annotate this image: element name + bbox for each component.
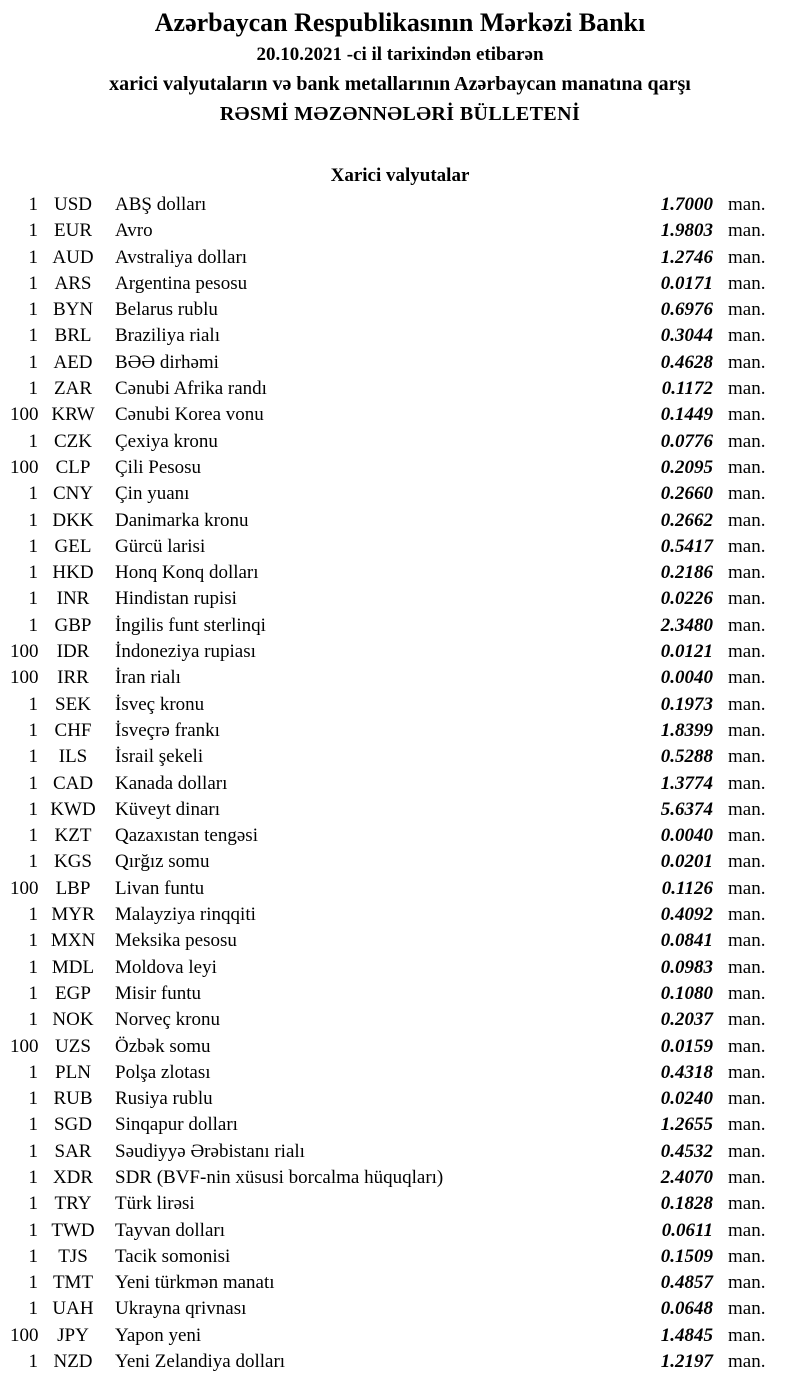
currency-rate: 0.5288 bbox=[660, 746, 713, 768]
currency-row bbox=[0, 823, 800, 849]
currency-rate: 0.1973 bbox=[660, 693, 713, 715]
currency-row bbox=[0, 1060, 800, 1086]
currency-unit-label: man. bbox=[728, 1245, 766, 1267]
currency-unit-label: man. bbox=[728, 1035, 766, 1057]
currency-quantity: 1 bbox=[28, 1351, 38, 1373]
currency-unit-label: man. bbox=[728, 904, 766, 926]
currency-unit-label: man. bbox=[728, 1114, 766, 1136]
currency-rate: 0.2660 bbox=[660, 483, 713, 505]
currency-row bbox=[0, 586, 800, 612]
currency-code: TRY bbox=[54, 1193, 92, 1215]
currency-code: KZT bbox=[54, 825, 92, 847]
currency-row bbox=[0, 271, 800, 297]
currency-rate: 0.0171 bbox=[660, 272, 713, 294]
currency-rate: 0.2186 bbox=[660, 562, 713, 584]
currency-code: KWD bbox=[50, 798, 96, 820]
currency-row bbox=[0, 744, 800, 770]
currency-rate: 0.0201 bbox=[660, 851, 713, 873]
currency-row bbox=[0, 849, 800, 875]
currency-name: Honq Konq dolları bbox=[115, 562, 259, 584]
currency-code: SAR bbox=[54, 1140, 92, 1162]
currency-unit-label: man. bbox=[728, 562, 766, 584]
currency-code: SEK bbox=[55, 693, 91, 715]
currency-rate: 0.4092 bbox=[660, 904, 713, 926]
currency-quantity: 100 bbox=[10, 1035, 39, 1057]
currency-row bbox=[0, 692, 800, 718]
currency-name: İsveçrə frankı bbox=[115, 719, 220, 741]
currency-name: Yeni Zelandiya dolları bbox=[115, 1351, 286, 1373]
currency-rate: 0.0983 bbox=[660, 956, 713, 978]
currency-rate: 0.0159 bbox=[660, 1035, 713, 1057]
currency-name: Kanada dolları bbox=[115, 772, 228, 794]
currency-rate: 0.4532 bbox=[660, 1140, 713, 1162]
currency-unit-label: man. bbox=[728, 430, 766, 452]
currency-name: Çin yuanı bbox=[115, 483, 190, 505]
currency-code: TMT bbox=[52, 1272, 94, 1294]
currency-name: Polşa zlotası bbox=[115, 1061, 211, 1083]
currency-name: İngilis funt sterlinqi bbox=[115, 614, 266, 636]
currency-name: Misir funtu bbox=[115, 982, 202, 1004]
currency-quantity: 1 bbox=[28, 1219, 38, 1241]
currency-row bbox=[0, 1191, 800, 1217]
currency-rate: 0.1172 bbox=[661, 378, 713, 400]
currency-rate: 0.1080 bbox=[660, 982, 713, 1004]
currency-row bbox=[0, 402, 800, 428]
currency-unit-label: man. bbox=[728, 299, 766, 321]
currency-unit-label: man. bbox=[728, 825, 766, 847]
currency-name: İsveç kronu bbox=[115, 693, 205, 715]
currency-unit-label: man. bbox=[728, 1219, 766, 1241]
currency-quantity: 100 bbox=[10, 456, 39, 478]
currency-quantity: 1 bbox=[28, 825, 38, 847]
currency-row bbox=[0, 218, 800, 244]
currency-name: BƏƏ dirhəmi bbox=[115, 351, 219, 373]
currency-quantity: 1 bbox=[28, 1140, 38, 1162]
currency-code: AED bbox=[53, 351, 93, 373]
currency-quantity: 1 bbox=[28, 588, 38, 610]
currency-unit-label: man. bbox=[728, 535, 766, 557]
currency-name: Küveyt dinarı bbox=[115, 798, 221, 820]
currency-code: NZD bbox=[53, 1351, 93, 1373]
currency-name: SDR (BVF-nin xüsusi borcalma hüquqları) bbox=[115, 1166, 444, 1188]
currency-unit-label: man. bbox=[728, 194, 766, 215]
currency-quantity: 1 bbox=[28, 325, 38, 347]
currency-rate: 0.0841 bbox=[660, 930, 713, 952]
currency-rate: 0.1828 bbox=[660, 1193, 713, 1215]
currency-unit-label: man. bbox=[728, 1009, 766, 1031]
currency-name: Belarus rublu bbox=[115, 299, 218, 321]
currency-name: İndoneziya rupiası bbox=[115, 641, 256, 663]
currency-row bbox=[0, 508, 800, 534]
currency-rate: 5.6374 bbox=[660, 798, 713, 820]
currency-rate: 1.2746 bbox=[660, 246, 713, 268]
currency-unit-label: man. bbox=[728, 220, 766, 242]
currency-quantity: 1 bbox=[28, 904, 38, 926]
currency-rate: 1.7000 bbox=[660, 194, 713, 215]
currency-row bbox=[0, 376, 800, 402]
currency-code: USD bbox=[53, 194, 92, 215]
currency-quantity: 1 bbox=[28, 1088, 38, 1110]
currency-code: IRR bbox=[57, 667, 89, 689]
currency-code: GBP bbox=[54, 614, 92, 636]
currency-unit-label: man. bbox=[728, 1272, 766, 1294]
currency-name: Özbək somu bbox=[115, 1035, 211, 1057]
currency-code: CLP bbox=[55, 456, 91, 478]
currency-unit-label: man. bbox=[728, 1140, 766, 1162]
currency-code: PLN bbox=[55, 1061, 91, 1083]
currency-name: Meksika pesosu bbox=[115, 930, 237, 952]
currency-row bbox=[0, 613, 800, 639]
currency-unit-label: man. bbox=[728, 404, 766, 426]
currency-unit-label: man. bbox=[728, 588, 766, 610]
currency-rate: 0.0648 bbox=[660, 1298, 713, 1320]
currency-rates-table bbox=[0, 192, 800, 1375]
currency-name: Norveç kronu bbox=[115, 1009, 220, 1031]
currency-rate: 2.4070 bbox=[660, 1166, 713, 1188]
currency-rate: 0.0776 bbox=[660, 430, 713, 452]
currency-row bbox=[0, 1270, 800, 1296]
currency-code: MDL bbox=[51, 956, 95, 978]
currency-quantity: 1 bbox=[28, 1245, 38, 1267]
currency-row bbox=[0, 1296, 800, 1322]
currency-quantity: 100 bbox=[10, 877, 39, 899]
bulletin-title: RƏSMİ MƏZƏNNƏLƏRİ BÜLLETENİ bbox=[219, 103, 581, 125]
currency-row bbox=[0, 1007, 800, 1033]
currency-quantity: 1 bbox=[28, 798, 38, 820]
currency-unit-label: man. bbox=[728, 667, 766, 689]
currency-name: Argentina pesosu bbox=[115, 272, 248, 294]
currency-unit-label: man. bbox=[728, 1166, 766, 1188]
currency-name: Ukrayna qrivnası bbox=[115, 1298, 247, 1320]
currency-quantity: 1 bbox=[28, 1272, 38, 1294]
currency-row bbox=[0, 1323, 800, 1349]
currency-code: UAH bbox=[52, 1298, 94, 1320]
currency-row bbox=[0, 297, 800, 323]
currency-row bbox=[0, 455, 800, 481]
currency-unit-label: man. bbox=[728, 325, 766, 347]
currency-code: CAD bbox=[52, 772, 94, 794]
currency-name: Tayvan dolları bbox=[115, 1219, 225, 1241]
currency-name: Yeni türkmən manatı bbox=[115, 1272, 275, 1294]
currency-code: KGS bbox=[53, 851, 92, 873]
currency-name: Sinqapur dolları bbox=[115, 1114, 238, 1136]
currency-unit-label: man. bbox=[728, 719, 766, 741]
document-header bbox=[0, 6, 800, 129]
currency-rate: 0.2662 bbox=[660, 509, 713, 531]
currency-quantity: 1 bbox=[28, 851, 38, 873]
currency-name: Danimarka kronu bbox=[115, 509, 249, 531]
currency-code: XDR bbox=[52, 1166, 94, 1188]
currency-quantity: 1 bbox=[28, 299, 38, 321]
currency-rate: 0.0611 bbox=[661, 1219, 713, 1241]
currency-name: Cənubi Afrika randı bbox=[115, 378, 267, 400]
currency-code: HKD bbox=[52, 562, 94, 584]
currency-code: GEL bbox=[54, 535, 92, 557]
currency-code: SGD bbox=[53, 1114, 92, 1136]
currency-quantity: 1 bbox=[28, 746, 38, 768]
currency-unit-label: man. bbox=[728, 877, 766, 899]
currency-code: LBP bbox=[55, 877, 91, 899]
currency-rate: 0.0121 bbox=[660, 641, 713, 663]
currency-row bbox=[0, 928, 800, 954]
currency-quantity: 1 bbox=[28, 1114, 38, 1136]
currency-row bbox=[0, 429, 800, 455]
currency-rate: 1.2197 bbox=[660, 1351, 713, 1373]
currency-code: ZAR bbox=[54, 378, 92, 400]
currency-quantity: 1 bbox=[28, 1298, 38, 1320]
currency-row bbox=[0, 1086, 800, 1112]
currency-rate: 0.3044 bbox=[660, 325, 713, 347]
currency-quantity: 1 bbox=[28, 220, 38, 242]
currency-code: MYR bbox=[51, 904, 95, 926]
currency-rate: 0.0226 bbox=[660, 588, 713, 610]
currency-unit-label: man. bbox=[728, 483, 766, 505]
currency-code: UZS bbox=[55, 1035, 91, 1057]
currency-code: BRL bbox=[54, 325, 92, 347]
currency-rate: 0.5417 bbox=[660, 535, 713, 557]
currency-code: ARS bbox=[54, 272, 92, 294]
currency-row bbox=[0, 639, 800, 665]
currency-name: Tacik somonisi bbox=[115, 1245, 231, 1267]
currency-quantity: 1 bbox=[28, 1061, 38, 1083]
currency-code: CHF bbox=[54, 719, 92, 741]
currency-unit-label: man. bbox=[728, 1298, 766, 1320]
currency-quantity: 1 bbox=[28, 956, 38, 978]
currency-code: EUR bbox=[54, 220, 92, 242]
currency-row bbox=[0, 245, 800, 271]
currency-name: Rusiya rublu bbox=[115, 1088, 213, 1110]
currency-rate: 0.1126 bbox=[661, 877, 713, 899]
currency-unit-label: man. bbox=[728, 641, 766, 663]
currency-name: Braziliya rialı bbox=[115, 325, 220, 347]
currency-name: Avstraliya dolları bbox=[115, 246, 248, 268]
currency-code: MXN bbox=[50, 930, 96, 952]
currency-quantity: 1 bbox=[28, 1166, 38, 1188]
currency-rate: 0.1449 bbox=[660, 404, 713, 426]
currency-rate: 0.1509 bbox=[660, 1245, 713, 1267]
currency-code: ILS bbox=[58, 746, 88, 768]
currency-unit-label: man. bbox=[728, 614, 766, 636]
currency-name: Yapon yeni bbox=[115, 1324, 202, 1346]
currency-name: Moldova leyi bbox=[115, 956, 217, 978]
currency-unit-label: man. bbox=[728, 378, 766, 400]
currency-code: KRW bbox=[51, 404, 95, 426]
currency-row bbox=[0, 902, 800, 928]
currency-quantity: 1 bbox=[28, 194, 38, 215]
currency-unit-label: man. bbox=[728, 1088, 766, 1110]
currency-rate: 0.0040 bbox=[660, 825, 713, 847]
currency-name: ABŞ dolları bbox=[115, 194, 207, 215]
currency-row bbox=[0, 876, 800, 902]
currency-code: DKK bbox=[52, 509, 94, 531]
currency-name: Çili Pesosu bbox=[115, 456, 202, 478]
currency-quantity: 1 bbox=[28, 351, 38, 373]
currency-rate: 0.4318 bbox=[660, 1061, 713, 1083]
currency-quantity: 1 bbox=[28, 719, 38, 741]
currency-name: İran rialı bbox=[115, 667, 181, 689]
currency-quantity: 1 bbox=[28, 930, 38, 952]
currency-row bbox=[0, 1165, 800, 1191]
currency-row bbox=[0, 981, 800, 1007]
currency-quantity: 1 bbox=[28, 483, 38, 505]
currency-row bbox=[0, 771, 800, 797]
currency-quantity: 1 bbox=[28, 509, 38, 531]
currency-row bbox=[0, 665, 800, 691]
currency-unit-label: man. bbox=[728, 798, 766, 820]
currency-rate: 0.2037 bbox=[660, 1009, 713, 1031]
effective-date-line: 20.10.2021 -ci il tarixindən etibarən bbox=[256, 44, 544, 65]
currency-row bbox=[0, 350, 800, 376]
currency-quantity: 1 bbox=[28, 693, 38, 715]
currency-name: Türk lirəsi bbox=[115, 1193, 195, 1215]
bank-title: Azərbaycan Respublikasının Mərkəzi Bankı bbox=[154, 8, 646, 37]
currency-name: Qazaxıstan tengəsi bbox=[115, 825, 258, 847]
currency-name: Livan funtu bbox=[115, 877, 205, 899]
currency-name: İsrail şekeli bbox=[115, 746, 204, 768]
currency-unit-label: man. bbox=[728, 246, 766, 268]
currency-name: Gürcü larisi bbox=[115, 535, 206, 557]
subject-line: xarici valyutaların və bank metallarının Azərbaycan manatına qarşı bbox=[109, 73, 691, 95]
currency-quantity: 1 bbox=[28, 430, 38, 452]
currency-code: TWD bbox=[51, 1219, 95, 1241]
currency-name: Avro bbox=[115, 220, 153, 242]
currency-name: Malayziya rinqqiti bbox=[115, 904, 256, 926]
currency-unit-label: man. bbox=[728, 351, 766, 373]
currency-row bbox=[0, 481, 800, 507]
currency-code: EGP bbox=[55, 982, 91, 1004]
currency-code: CZK bbox=[54, 430, 92, 452]
currency-row bbox=[0, 955, 800, 981]
currency-unit-label: man. bbox=[728, 772, 766, 794]
currency-quantity: 1 bbox=[28, 772, 38, 794]
currency-quantity: 1 bbox=[28, 614, 38, 636]
currency-unit-label: man. bbox=[728, 1324, 766, 1346]
currency-code: CNY bbox=[52, 483, 94, 505]
currency-unit-label: man. bbox=[728, 930, 766, 952]
currency-rate: 1.2655 bbox=[660, 1114, 713, 1136]
currency-code: TJS bbox=[58, 1245, 88, 1267]
currency-unit-label: man. bbox=[728, 851, 766, 873]
currency-row bbox=[0, 1139, 800, 1165]
currency-row bbox=[0, 1112, 800, 1138]
currency-unit-label: man. bbox=[728, 509, 766, 531]
currency-rate: 0.4857 bbox=[660, 1272, 713, 1294]
currency-quantity: 1 bbox=[28, 246, 38, 268]
currency-quantity: 1 bbox=[28, 1193, 38, 1215]
section-title-foreign-currencies: Xarici valyutalar bbox=[330, 165, 470, 186]
currency-quantity: 100 bbox=[10, 641, 39, 663]
currency-row bbox=[0, 1218, 800, 1244]
currency-code: BYN bbox=[52, 299, 94, 321]
currency-name: Səudiyyə Ərəbistanı rialı bbox=[115, 1140, 305, 1162]
currency-rate: 0.2095 bbox=[660, 456, 713, 478]
currency-rate: 0.6976 bbox=[660, 299, 713, 321]
currency-rate: 0.0040 bbox=[660, 667, 713, 689]
currency-quantity: 1 bbox=[28, 378, 38, 400]
currency-code: AUD bbox=[52, 246, 94, 268]
currency-quantity: 1 bbox=[28, 1009, 38, 1031]
currency-rate: 1.9803 bbox=[660, 220, 713, 242]
currency-unit-label: man. bbox=[728, 272, 766, 294]
currency-row bbox=[0, 797, 800, 823]
currency-quantity: 100 bbox=[10, 404, 39, 426]
currency-unit-label: man. bbox=[728, 982, 766, 1004]
currency-rate: 2.3480 bbox=[660, 614, 713, 636]
currency-code: INR bbox=[56, 588, 90, 610]
currency-row bbox=[0, 323, 800, 349]
currency-unit-label: man. bbox=[728, 1351, 766, 1373]
currency-unit-label: man. bbox=[728, 1193, 766, 1215]
currency-quantity: 100 bbox=[10, 667, 39, 689]
currency-row bbox=[0, 534, 800, 560]
currency-rate: 1.3774 bbox=[660, 772, 713, 794]
currency-code: IDR bbox=[56, 641, 90, 663]
currency-quantity: 1 bbox=[28, 982, 38, 1004]
currency-unit-label: man. bbox=[728, 693, 766, 715]
currency-unit-label: man. bbox=[728, 956, 766, 978]
currency-row bbox=[0, 1244, 800, 1270]
currency-quantity: 100 bbox=[10, 1324, 39, 1346]
currency-row bbox=[0, 560, 800, 586]
currency-rate: 1.4845 bbox=[660, 1324, 713, 1346]
currency-unit-label: man. bbox=[728, 1061, 766, 1083]
currency-quantity: 1 bbox=[28, 535, 38, 557]
currency-rate: 1.8399 bbox=[660, 719, 713, 741]
currency-rate: 0.4628 bbox=[660, 351, 713, 373]
currency-unit-label: man. bbox=[728, 746, 766, 768]
currency-unit-label: man. bbox=[728, 456, 766, 478]
currency-code: JPY bbox=[57, 1324, 89, 1346]
currency-name: Qırğız somu bbox=[115, 851, 210, 873]
currency-name: Hindistan rupisi bbox=[115, 588, 237, 610]
currency-row bbox=[0, 192, 800, 218]
currency-row bbox=[0, 1034, 800, 1060]
currency-row bbox=[0, 718, 800, 744]
currency-quantity: 1 bbox=[28, 562, 38, 584]
currency-quantity: 1 bbox=[28, 272, 38, 294]
currency-name: Çexiya kronu bbox=[115, 430, 218, 452]
currency-row bbox=[0, 1349, 800, 1375]
currency-rate: 0.0240 bbox=[660, 1088, 713, 1110]
currency-name: Cənubi Korea vonu bbox=[115, 404, 264, 426]
currency-code: RUB bbox=[53, 1088, 93, 1110]
currency-code: NOK bbox=[52, 1009, 94, 1031]
